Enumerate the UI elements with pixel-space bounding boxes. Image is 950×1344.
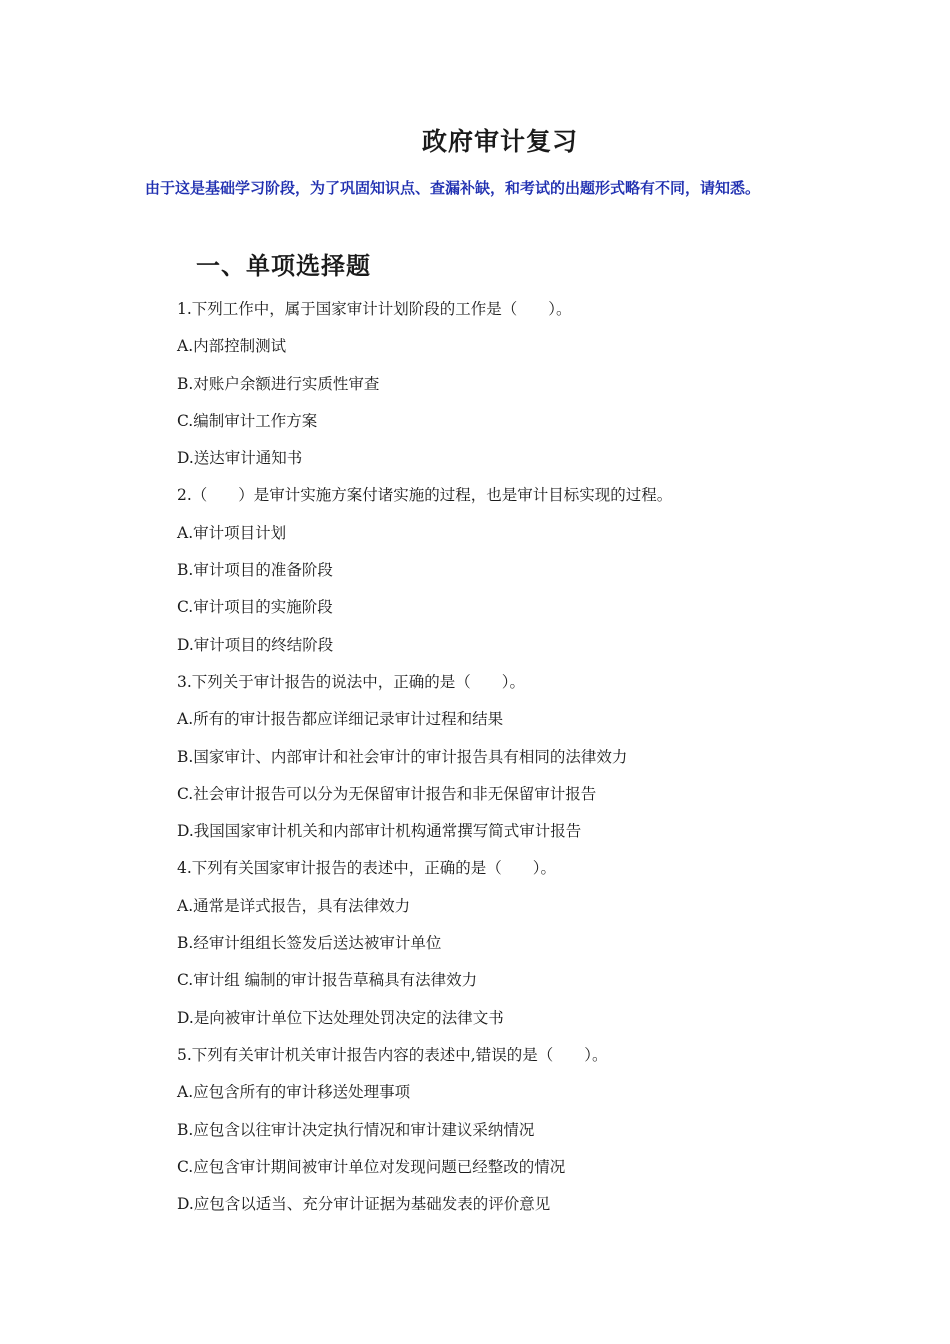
question-stem: 2.（ ）是审计实施方案付诸实施的过程，也是审计目标实现的过程。 bbox=[177, 486, 673, 505]
option-b: B.国家审计、内部审计和社会审计的审计报告具有相同的法律效力 bbox=[177, 747, 628, 766]
option-b: B.对账户余额进行实质性审查 bbox=[177, 374, 380, 393]
option-d: D.审计项目的终结阶段 bbox=[177, 635, 334, 654]
option-a: A.审计项目计划 bbox=[177, 523, 287, 542]
option-a: A.内部控制测试 bbox=[177, 337, 287, 356]
question-stem: 3.下列关于审计报告的说法中，正确的是（ ）。 bbox=[177, 672, 526, 691]
question-3 bbox=[177, 664, 877, 850]
option-c: C.编制审计工作方案 bbox=[177, 411, 318, 430]
option-b: B.审计项目的准备阶段 bbox=[177, 561, 333, 580]
question-stem: 5.下列有关审计机关审计报告内容的表述中,错误的是（ ）。 bbox=[177, 1045, 608, 1064]
question-2 bbox=[177, 477, 877, 663]
option-b: B.应包含以往审计决定执行情况和审计建议采纳情况 bbox=[177, 1120, 535, 1139]
option-d: D.送达审计通知书 bbox=[177, 449, 303, 468]
option-c: C.审计组 编制的审计报告草稿具有法律效力 bbox=[177, 971, 478, 990]
question-5 bbox=[177, 1037, 877, 1223]
option-a: A.应包含所有的审计移送处理事项 bbox=[177, 1083, 411, 1102]
question-list bbox=[177, 291, 877, 1223]
question-1 bbox=[177, 291, 877, 477]
option-c: C.社会审计报告可以分为无保留审计报告和非无保留审计报告 bbox=[177, 784, 597, 803]
question-4 bbox=[177, 850, 877, 1036]
section-heading: 一、单项选择题 bbox=[196, 251, 371, 280]
study-note: 由于这是基础学习阶段，为了巩固知识点、查漏补缺，和考试的出题形式略有不同，请知悉。 bbox=[145, 179, 761, 197]
option-c: C.审计项目的实施阶段 bbox=[177, 598, 333, 617]
document-title: 政府审计复习 bbox=[421, 127, 578, 156]
question-stem: 1.下列工作中，属于国家审计计划阶段的工作是（ ）。 bbox=[177, 300, 572, 318]
option-c: C.应包含审计期间被审计单位对发现问题已经整改的情况 bbox=[177, 1157, 566, 1176]
option-d: D.应包含以适当、充分审计证据为基础发表的评价意见 bbox=[177, 1195, 551, 1214]
option-b: B.经审计组组长签发后送达被审计单位 bbox=[177, 934, 442, 953]
question-stem: 4.下列有关国家审计报告的表述中，正确的是（ ）。 bbox=[177, 859, 557, 878]
option-a: A.通常是详式报告，具有法律效力 bbox=[177, 896, 411, 915]
option-a: A.所有的审计报告都应详细记录审计过程和结果 bbox=[177, 710, 504, 729]
option-d: D.是向被审计单位下达处理处罚决定的法律文书 bbox=[177, 1008, 504, 1027]
option-d: D.我国国家审计机关和内部审计机构通常撰写简式审计报告 bbox=[177, 822, 582, 841]
